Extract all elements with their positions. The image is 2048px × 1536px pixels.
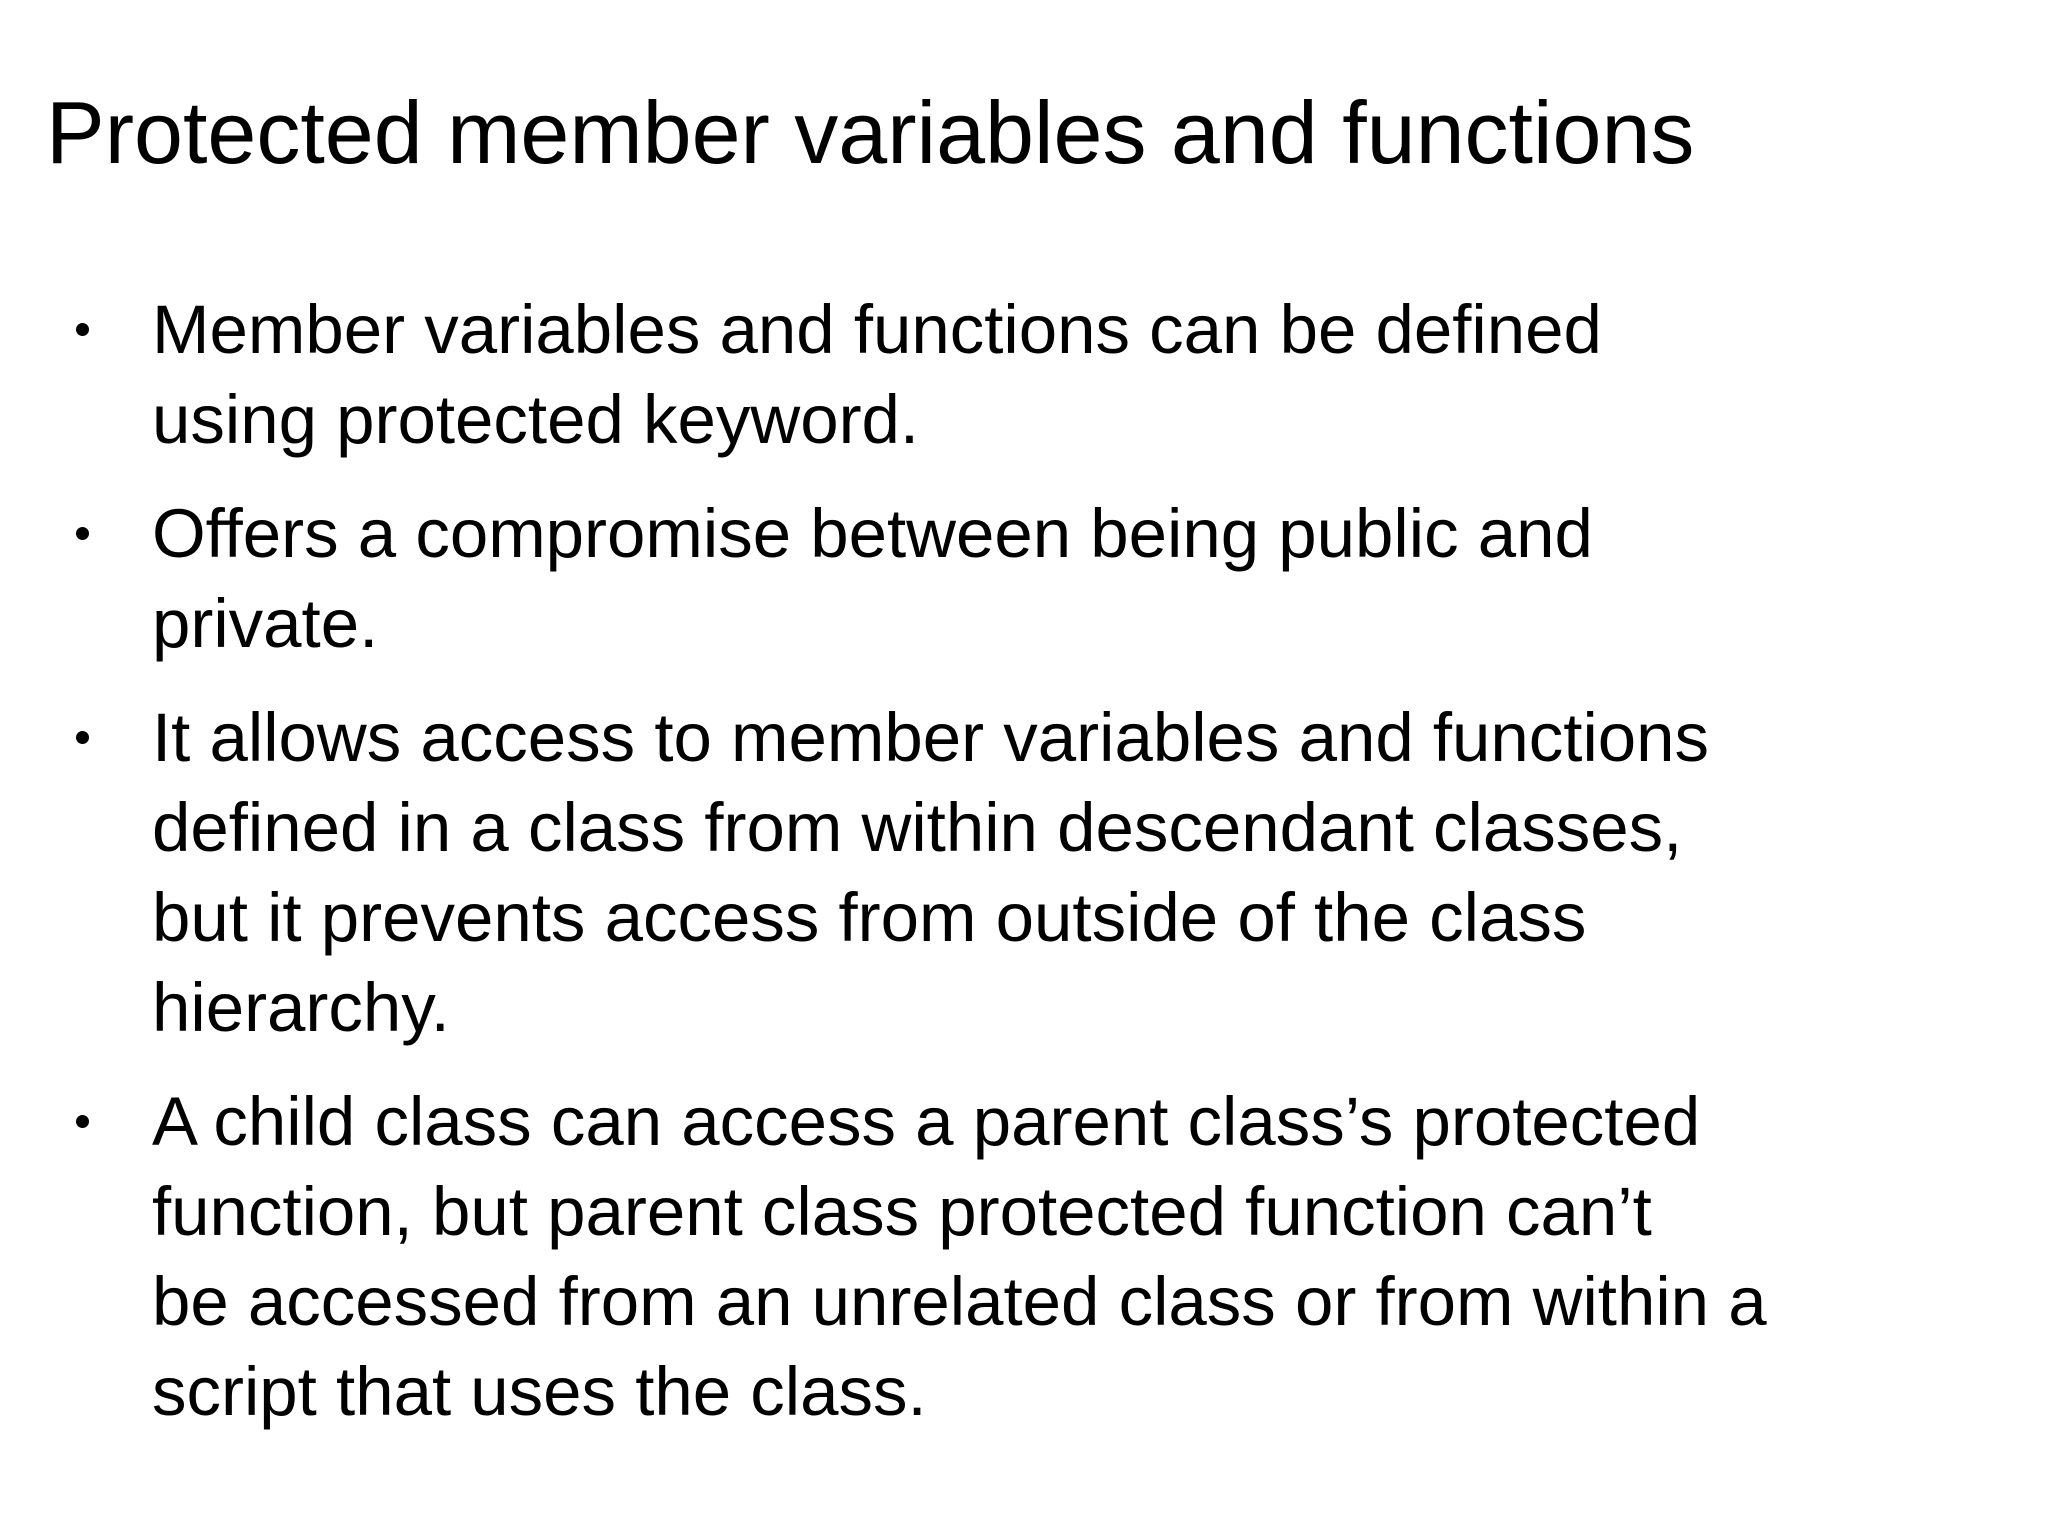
- bullet-text-line: A child class can access a parent class’s protected: [152, 1083, 1701, 1160]
- bullet-item: [68, 489, 2008, 669]
- bullet-dot-icon: [76, 1115, 89, 1128]
- bullet-dot-icon: [76, 527, 89, 540]
- bullet-text-line: function, but parent class protected function can’t: [152, 1173, 1652, 1250]
- bullet-text-line: Offers a compromise between being public and: [152, 495, 1593, 572]
- bullet-text-line: be accessed from an unrelated class or from within a: [152, 1263, 1767, 1340]
- bullet-dot-icon: [76, 323, 89, 336]
- bullet-text-line: defined in a class from within descendant classes,: [152, 789, 1683, 866]
- bullet-item: [68, 693, 2008, 1053]
- bullet-text-line: script that uses the class.: [152, 1353, 927, 1430]
- bullet-text-line: but it prevents access from outside of the class: [152, 879, 1587, 956]
- bullet-text-line: It allows access to member variables and functions: [152, 699, 1710, 776]
- bullet-item: [68, 285, 2008, 465]
- bullet-text-line: Member variables and functions can be defined: [152, 291, 1602, 368]
- bullet-list: [68, 285, 2008, 1461]
- bullet-dot-icon: [76, 731, 89, 744]
- slide-title: Protected member variables and functions: [46, 83, 1695, 182]
- bullet-text-line: private.: [152, 585, 379, 662]
- bullet-text-line: using protected keyword.: [152, 381, 920, 458]
- bullet-item: [68, 1077, 2008, 1437]
- bullet-text-line: hierarchy.: [152, 969, 450, 1046]
